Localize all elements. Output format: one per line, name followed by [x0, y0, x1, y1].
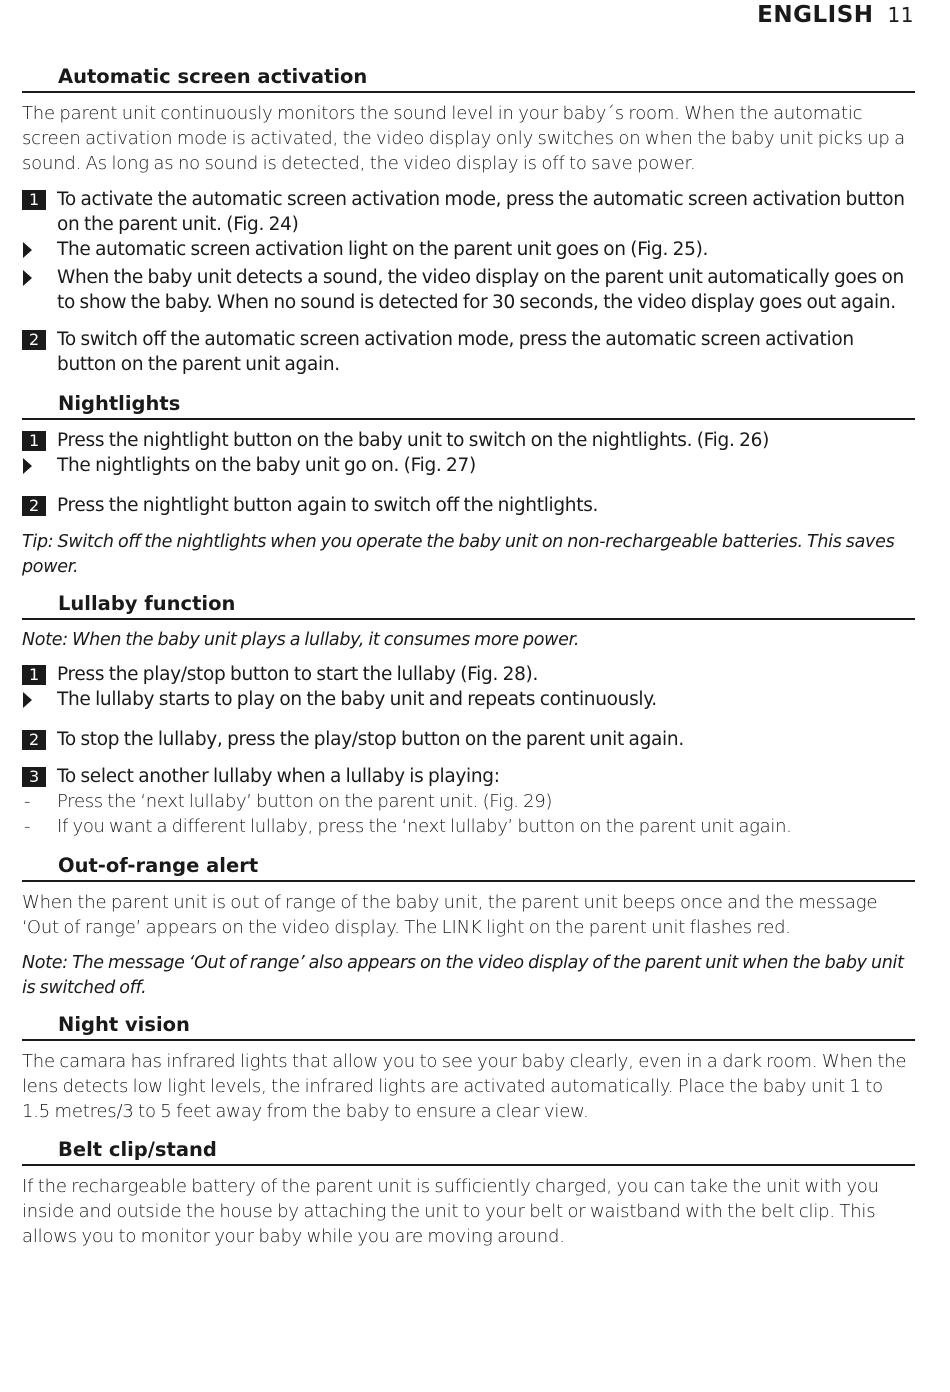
section-heading: Nightlights — [22, 389, 915, 420]
result-marker — [22, 237, 57, 265]
language-label: ENGLISH — [757, 2, 874, 28]
result-item — [22, 265, 915, 315]
result-arrow-icon — [23, 692, 32, 708]
note-text: Note: The message ‘Out of range’ also appears on the video display of the parent unit when the baby unit is switched off. — [22, 953, 904, 998]
dash-icon: - — [24, 816, 31, 837]
note-text: Note: When the baby unit plays a lullaby, it consumes more power. — [22, 630, 580, 650]
result-marker — [22, 265, 57, 315]
item-text: The automatic screen activation light on the parent unit goes on (Fig. 25). — [57, 239, 709, 260]
step-number-badge: 2 — [22, 330, 46, 350]
step-number-badge: 1 — [22, 431, 46, 451]
item-text: When the baby unit detects a sound, the video display on the parent unit automatically goes on to show the baby. When no sound is detected for 30 seconds, the video display goes out again. — [57, 267, 904, 313]
step-number-badge: 3 — [22, 767, 46, 787]
step-number-badge: 1 — [22, 665, 46, 685]
item-text: If you want a different lullaby, press the ‘next lullaby’ button on the parent unit again. — [57, 816, 792, 837]
section-heading: Belt clip/stand — [22, 1135, 915, 1166]
step-marker — [22, 187, 57, 237]
paragraph: When the parent unit is out of range of the baby unit, the parent unit beeps once and the message ‘Out of range’ appears on the video display. The LINK light on the parent unit flashes red. — [22, 892, 878, 938]
item-text: To select another lullaby when a lullaby is playing: — [57, 766, 500, 787]
step-marker — [22, 662, 57, 687]
item-text: Press the nightlight button on the baby unit to switch on the nightlights. (Fig. 26) — [57, 430, 769, 451]
step-marker — [22, 764, 57, 789]
item-text: To switch off the automatic screen activation mode, press the automatic screen activation button on the parent unit again. — [57, 329, 854, 375]
bullet-item — [22, 814, 915, 839]
item-text: The lullaby starts to play on the baby unit and repeats continuously. — [57, 689, 657, 710]
step-item — [22, 727, 915, 752]
step-marker — [22, 727, 57, 752]
item-text: To activate the automatic screen activation mode, press the automatic screen activation button on the parent unit. (Fig. 24) — [57, 189, 905, 235]
step-item — [22, 662, 915, 687]
paragraph: The parent unit continuously monitors the sound level in your baby´s room. When the automatic screen activation mode is activated, the video display only switches on when the baby unit picks up a sound. As long as no sound is detected, the video display is off to save power. — [22, 103, 906, 174]
paragraph: If the rechargeable battery of the parent unit is sufficiently charged, you can take the unit with you inside and outside the house by attaching the unit to your belt or waistband with the belt clip. This allows you to monitor your baby while you are moving around. — [22, 1176, 879, 1247]
result-item — [22, 237, 915, 265]
item-text: Press the nightlight button again to switch off the nightlights. — [57, 495, 599, 516]
page-header — [757, 2, 914, 28]
result-item — [22, 687, 915, 715]
bullet-marker — [22, 814, 57, 839]
result-arrow-icon — [23, 270, 32, 286]
step-number-badge: 2 — [22, 496, 46, 516]
note-text: Tip: Switch off the nightlights when you operate the baby unit on non-rechargeable batteries. This saves power. — [22, 532, 895, 577]
step-item — [22, 428, 915, 453]
step-item — [22, 327, 915, 377]
step-item — [22, 187, 915, 237]
page-number: 11 — [887, 3, 914, 27]
dash-icon: - — [24, 791, 31, 812]
result-marker — [22, 687, 57, 715]
step-marker — [22, 493, 57, 518]
section-heading: Automatic screen activation — [22, 62, 915, 93]
step-number-badge: 2 — [22, 730, 46, 750]
item-text: Press the ‘next lullaby’ button on the parent unit. (Fig. 29) — [57, 791, 553, 812]
step-marker — [22, 327, 57, 377]
paragraph: The camara has infrared lights that allow you to see your baby clearly, even in a dark room. When the lens detects low light levels, the infrared lights are activated automatically. Place the baby unit 1 to 1.5 metres/3 to 5 feet away from the baby to ensure a clear view. — [22, 1051, 907, 1122]
step-marker — [22, 428, 57, 453]
result-arrow-icon — [23, 242, 32, 258]
bullet-marker — [22, 789, 57, 814]
item-text: To stop the lullaby, press the play/stop button on the parent unit again. — [57, 729, 684, 750]
document-body — [22, 62, 915, 1260]
step-number-badge: 1 — [22, 190, 46, 210]
section-heading: Lullaby function — [22, 589, 915, 620]
section-heading: Night vision — [22, 1010, 915, 1041]
step-item — [22, 764, 915, 789]
item-text: The nightlights on the baby unit go on. (Fig. 27) — [57, 455, 476, 476]
item-text: Press the play/stop button to start the lullaby (Fig. 28). — [57, 664, 539, 685]
step-item — [22, 493, 915, 518]
result-item — [22, 453, 915, 481]
section-heading: Out-of-range alert — [22, 851, 915, 882]
result-arrow-icon — [23, 458, 32, 474]
result-marker — [22, 453, 57, 481]
bullet-item — [22, 789, 915, 814]
